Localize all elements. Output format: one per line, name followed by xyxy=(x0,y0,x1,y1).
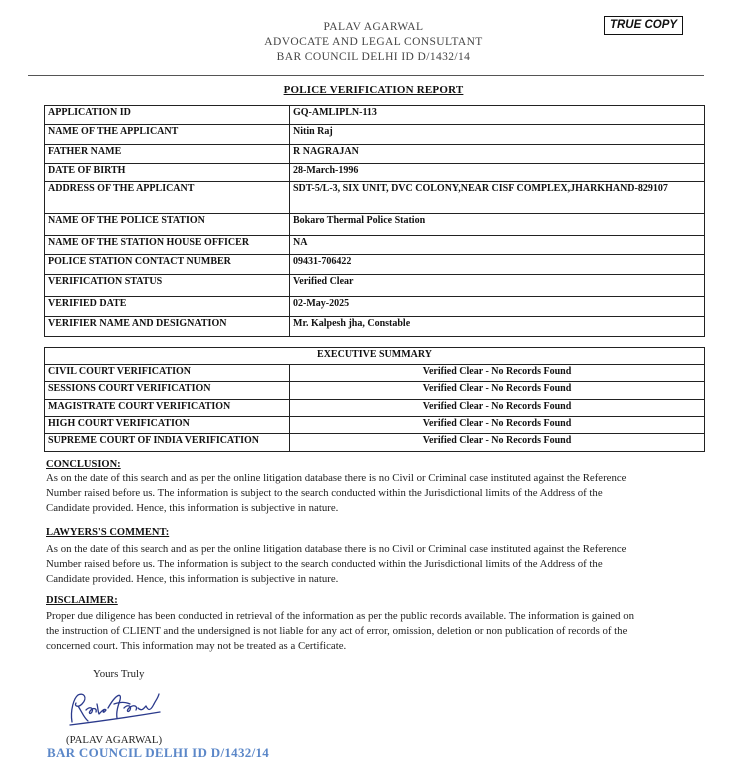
detail-value: 09431-706422 xyxy=(290,255,705,275)
court-status: Verified Clear - No Records Found xyxy=(290,434,705,452)
conclusion-line: Candidate provided. Hence, this information is subjective in nature. xyxy=(46,502,339,514)
table-row xyxy=(45,417,705,434)
detail-value: 02-May-2025 xyxy=(290,297,705,317)
table-row xyxy=(45,145,705,164)
disclaimer-text xyxy=(46,609,701,654)
court-status: Verified Clear - No Records Found xyxy=(290,417,705,434)
table-row xyxy=(45,297,705,317)
detail-label: DATE OF BIRTH xyxy=(45,164,290,182)
detail-value: NA xyxy=(290,236,705,255)
table-row xyxy=(45,106,705,125)
court-status: Verified Clear - No Records Found xyxy=(290,365,705,382)
handwritten-signature xyxy=(64,686,164,730)
detail-value: SDT-5/L-3, SIX UNIT, DVC COLONY,NEAR CISF COMPLEX,JHARKHAND-829107 xyxy=(290,182,705,214)
detail-value: Mr. Kalpesh jha, Constable xyxy=(290,317,705,337)
conclusion-heading: CONCLUSION: xyxy=(46,459,121,470)
lawyers-comment-heading: LAWYERS'S COMMENT: xyxy=(46,527,170,538)
letterhead-name: PALAV AGARWAL xyxy=(323,21,424,33)
table-row xyxy=(45,255,705,275)
court-label: MAGISTRATE COURT VERIFICATION xyxy=(45,400,290,417)
table-row xyxy=(45,214,705,236)
detail-value: Verified Clear xyxy=(290,275,705,297)
table-row xyxy=(45,182,705,214)
disclaimer-line: Proper due diligence has been conducted in retrieval of the information as per the public records available. The information is gained on xyxy=(46,610,635,622)
lawyers-comment-line: Number raised before us. The information is subject to the search conducted within the Jurisdictional limits of the Address of the xyxy=(46,558,603,570)
table-row xyxy=(45,236,705,255)
conclusion-line: Number raised before us. The information is subject to the search conducted within the Jurisdictional limits of the Address of the xyxy=(46,487,603,499)
detail-value: Nitin Raj xyxy=(290,125,705,145)
detail-label: NAME OF THE POLICE STATION xyxy=(45,214,290,236)
detail-label: ADDRESS OF THE APPLICANT xyxy=(45,182,290,214)
court-label: CIVIL COURT VERIFICATION xyxy=(45,365,290,382)
lawyers-comment-text xyxy=(46,542,701,587)
letterhead-bar-id: BAR COUNCIL DELHI ID D/1432/14 xyxy=(276,51,471,63)
court-label: HIGH COURT VERIFICATION xyxy=(45,417,290,434)
detail-value: Bokaro Thermal Police Station xyxy=(290,214,705,236)
table-row xyxy=(45,400,705,417)
detail-value: R NAGRAJAN xyxy=(290,145,705,164)
disclaimer-line: the instruction of CLIENT and the undersigned is not liable for any act of error, omission, deletion or non publication of records of the xyxy=(46,625,628,637)
detail-label: APPLICATION ID xyxy=(45,106,290,125)
letterhead-designation: ADVOCATE AND LEGAL CONSULTANT xyxy=(264,36,483,48)
detail-label: NAME OF THE STATION HOUSE OFFICER xyxy=(45,236,290,255)
table-row xyxy=(45,365,705,382)
court-label: SUPREME COURT OF INDIA VERIFICATION xyxy=(45,434,290,452)
detail-label: VERIFIED DATE xyxy=(45,297,290,317)
table-row xyxy=(45,125,705,145)
lawyers-comment-line: As on the date of this search and as per the online litigation database there is no Civil or Criminal case instituted against the Reference xyxy=(46,543,627,555)
conclusion-line: As on the date of this search and as per the online litigation database there is no Civil or Criminal case instituted against the Reference xyxy=(46,472,627,484)
detail-label: NAME OF THE APPLICANT xyxy=(45,125,290,145)
detail-value: GQ-AMLIPLN-113 xyxy=(290,106,705,125)
table-row xyxy=(45,275,705,297)
detail-label: FATHER NAME xyxy=(45,145,290,164)
table-row xyxy=(45,164,705,182)
table-row xyxy=(45,317,705,337)
closing-text: Yours Truly xyxy=(93,668,145,680)
conclusion-text xyxy=(46,471,701,516)
disclaimer-heading: DISCLAIMER: xyxy=(46,595,118,606)
table-row xyxy=(45,348,705,365)
detail-label: VERIFIER NAME AND DESIGNATION xyxy=(45,317,290,337)
table-row xyxy=(45,434,705,452)
executive-summary-table xyxy=(44,347,705,452)
court-label: SESSIONS COURT VERIFICATION xyxy=(45,382,290,400)
detail-value: 28-March-1996 xyxy=(290,164,705,182)
detail-label: POLICE STATION CONTACT NUMBER xyxy=(45,255,290,275)
lawyers-comment-line: Candidate provided. Hence, this information is subjective in nature. xyxy=(46,573,339,585)
court-status: Verified Clear - No Records Found xyxy=(290,400,705,417)
disclaimer-line: concerned court. This information may not be treated as a Certificate. xyxy=(46,640,347,652)
detail-label: VERIFICATION STATUS xyxy=(45,275,290,297)
applicant-details-table xyxy=(44,105,705,337)
report-title: POLICE VERIFICATION REPORT xyxy=(283,84,464,96)
header-divider xyxy=(28,75,704,76)
court-status: Verified Clear - No Records Found xyxy=(290,382,705,400)
executive-summary-title: EXECUTIVE SUMMARY xyxy=(45,348,705,365)
signatory-name: (PALAV AGARWAL) xyxy=(66,734,163,746)
true-copy-stamp: TRUE COPY xyxy=(604,16,683,35)
table-row xyxy=(45,382,705,400)
footer-bar-id: BAR COUNCIL DELHI ID D/1432/14 xyxy=(47,745,270,760)
